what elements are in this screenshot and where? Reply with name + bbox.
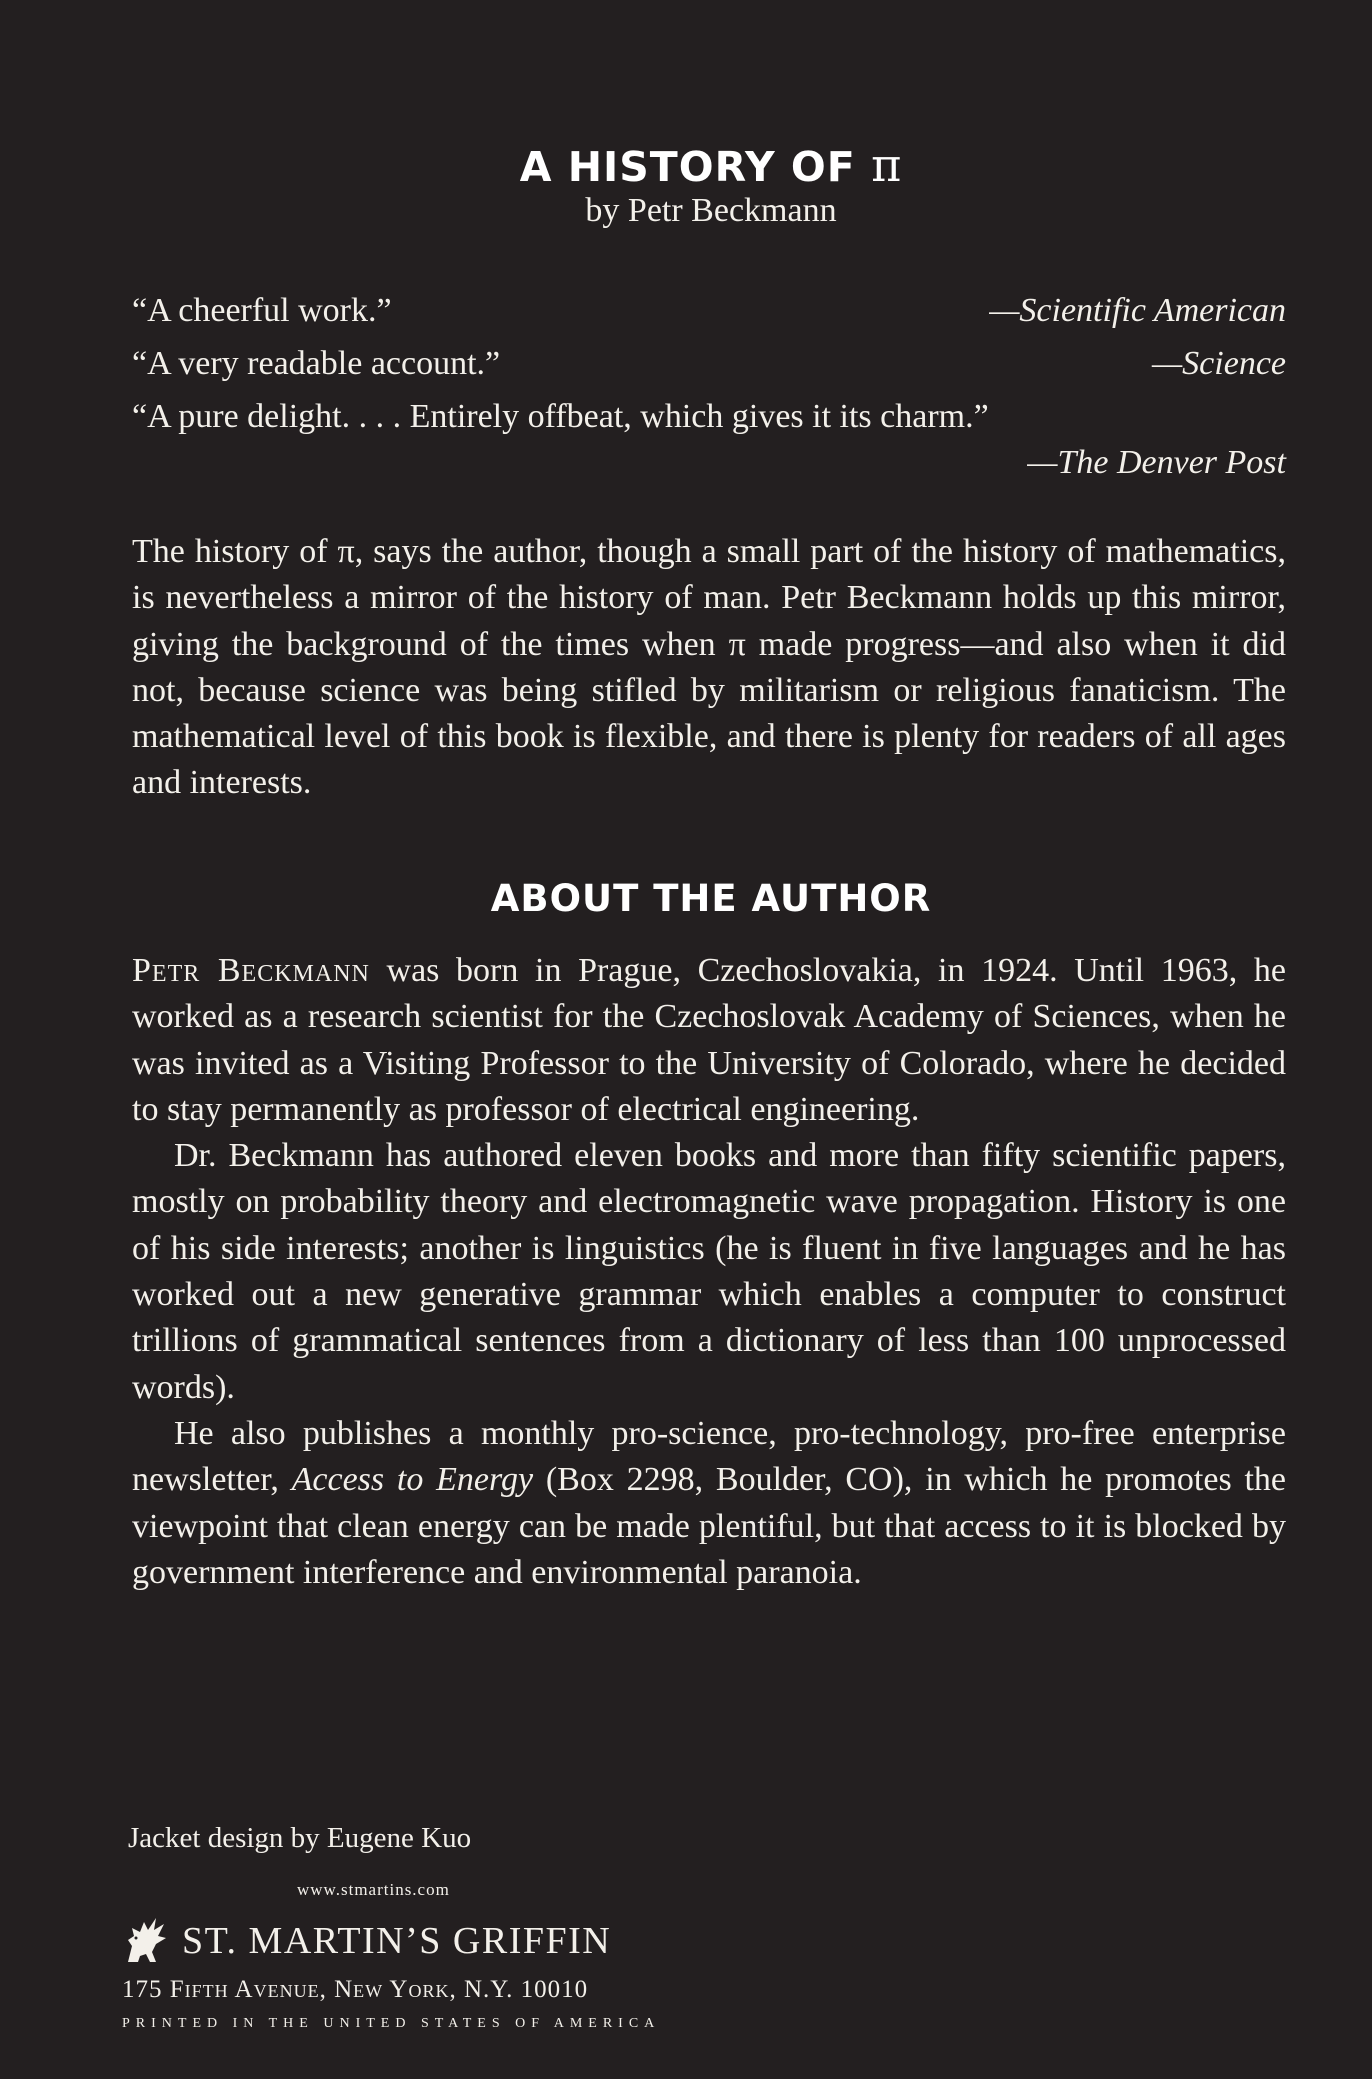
author-name: Petr Beckmann — [132, 952, 370, 989]
review-quotes — [132, 284, 1286, 483]
bio-text: was born in Prague, Czechoslovakia, in 1924. Until 1963, he worked as a research scientist for the Czechoslovak Academy of Sciences, when he was invited as a Visiting Professor to the University of Colorado, where he decided to stay permanently as professor of electrical engineering. — [132, 952, 1286, 1128]
quote-source: —The Denver Post — [1027, 444, 1286, 481]
book-description: The history of π, says the author, though a small part of the history of mathematics, is nevertheless a mirror of the history of man. Petr Beckmann holds up this mirror, giving the background of the times when π made progress—and also when it did not, because science was being stifled by militarism or religious fanaticism. The mathematical level of this book is flexible, and there is plenty for readers of all ages and interests. — [132, 533, 1286, 802]
publisher-imprint — [122, 1916, 611, 1966]
bio-text: He also publishes a monthly pro-science, pro-technology, pro-free enterprise newsletter, — [132, 1414, 1286, 1499]
jacket-credit: Jacket design by Eugene Kuo — [128, 1822, 472, 1854]
bio-paragraph: Dr. Beckmann has authored eleven books and more than fifty scientific papers, mostly on probability theory and electromagnetic wave propagation. History is one of his side interests; another is linguistics (he is fluent in five languages and he has worked out a new generative grammar which enables a computer to construct trillions of grammatical sentences from a dictionary of less than 100 unprocessed words). — [132, 1137, 1286, 1406]
printed-in-notice: PRINTED IN THE UNITED STATES OF AMERICA — [122, 2016, 661, 2031]
review-quote — [132, 284, 1286, 337]
quote-text: “A very readable account.” — [132, 345, 501, 382]
publisher-name: ST. MARTIN’S GRIFFIN — [182, 1920, 612, 1962]
quote-text: “A pure delight. . . . Entirely offbeat, which gives it its charm.” — [132, 398, 989, 435]
publisher-website: www.stmartins.com — [297, 1880, 450, 1899]
about-author-heading: ABOUT THE AUTHOR — [490, 877, 932, 920]
author-bio — [132, 948, 1286, 1596]
review-quote — [132, 390, 1286, 483]
title-text: A HISTORY OF — [519, 143, 856, 191]
bio-paragraph — [132, 1411, 1286, 1596]
griffin-icon — [122, 1916, 170, 1966]
pi-symbol: π — [871, 138, 903, 192]
quote-text: “A cheerful work.” — [132, 292, 392, 329]
newsletter-title: Access to Energy — [291, 1461, 534, 1499]
bio-text: (Box 2298, Boulder, CO), in which he promotes the viewpoint that clean energy can be made plentiful, but that access to it is blocked by government interference and environmental paranoia. — [132, 1461, 1287, 1591]
bio-paragraph — [132, 948, 1286, 1133]
quote-source: —Science — [1151, 345, 1286, 382]
book-title — [0, 138, 1372, 192]
review-quote — [132, 337, 1286, 390]
author-byline: by Petr Beckmann — [585, 192, 837, 229]
quote-source: —Scientific American — [989, 292, 1286, 329]
publisher-address: 175 Fifth Avenue, New York, N.Y. 10010 — [122, 1976, 589, 2003]
